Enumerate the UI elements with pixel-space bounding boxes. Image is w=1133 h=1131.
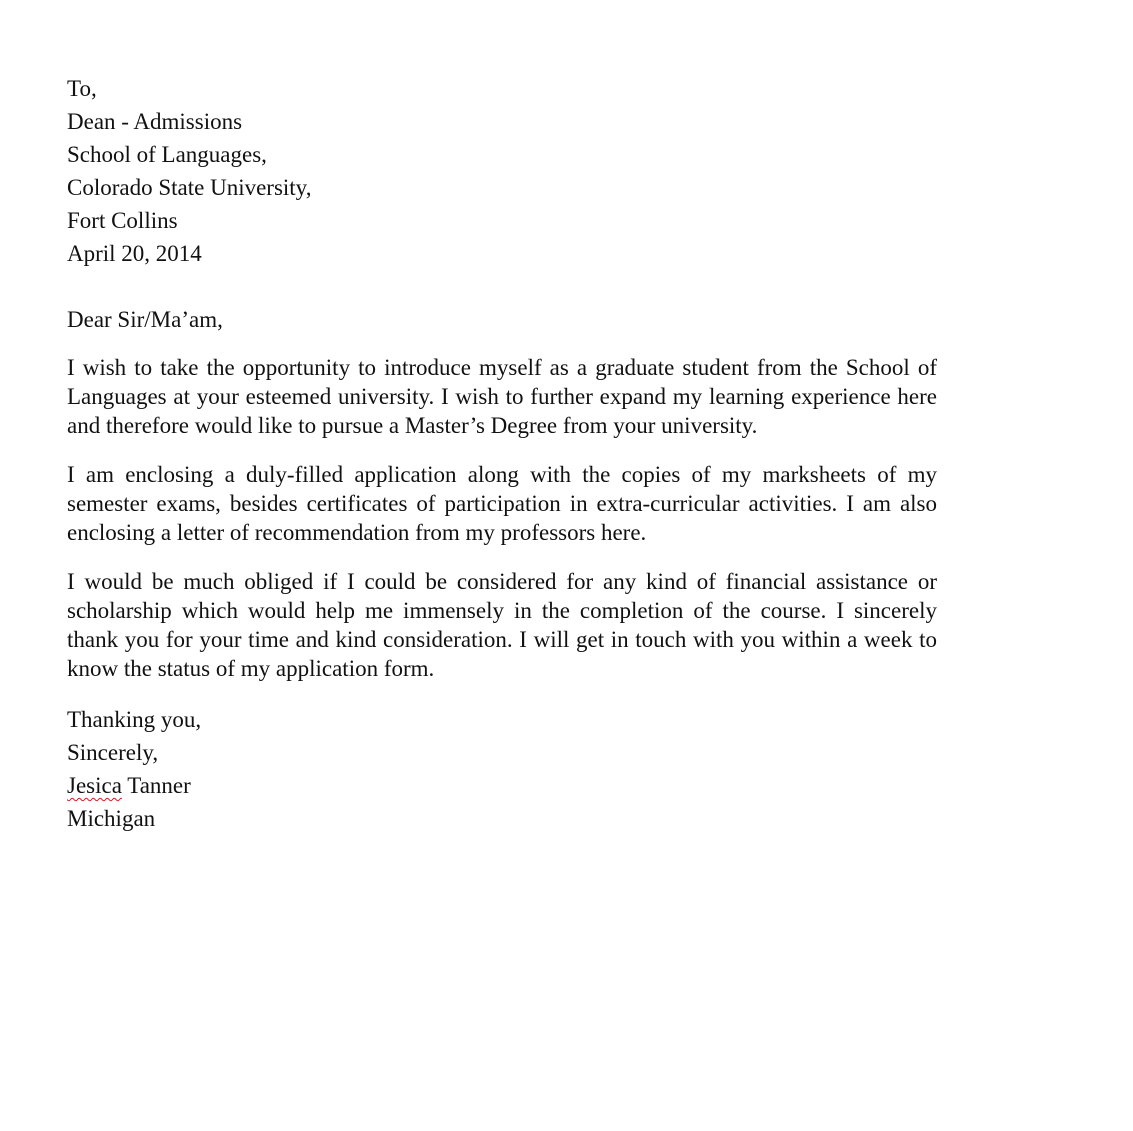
signature-name [67,769,937,802]
letter-date: April 20, 2014 [67,241,202,266]
body-paragraph: I wish to take the opportunity to introduce myself as a graduate student from the School of Languages at your esteemed university. I wish to further expand my learning experience here and therefore would like to pursue a Master’s Degree from your university. [67,355,937,438]
letter-page [67,72,937,835]
address-line: School of Languages, [67,142,267,167]
spacer [67,270,937,303]
letter-body [67,353,937,683]
closing-sign-off: Sincerely, [67,740,159,765]
closing-block [67,703,937,835]
address-line: Colorado State University, [67,175,312,200]
signature-location: Michigan [67,806,156,831]
address-line: Dean - Admissions [67,109,243,134]
body-paragraph: I am enclosing a duly-filled application along with the copies of my marksheets of my semester exams, besides certificates of participation in extra-curricular activities. I am also enclosing a letter of recommendation from my professors here. [67,462,937,545]
signature-first-name: Jesica [67,773,122,798]
address-line: Fort Collins [67,208,178,233]
address-line: To, [67,76,97,101]
recipient-address [67,72,937,270]
salutation: Dear Sir/Ma’am, [67,307,223,332]
closing-thanks: Thanking you, [67,707,202,732]
signature-last-name: Tanner [127,773,191,798]
body-paragraph: I would be much obliged if I could be considered for any kind of financial assistance or scholarship which would help me immensely in the completion of the course. I sincerely thank you for your time and kind consideration. I will get in touch with you within a week to know the status of my application form. [67,569,937,681]
